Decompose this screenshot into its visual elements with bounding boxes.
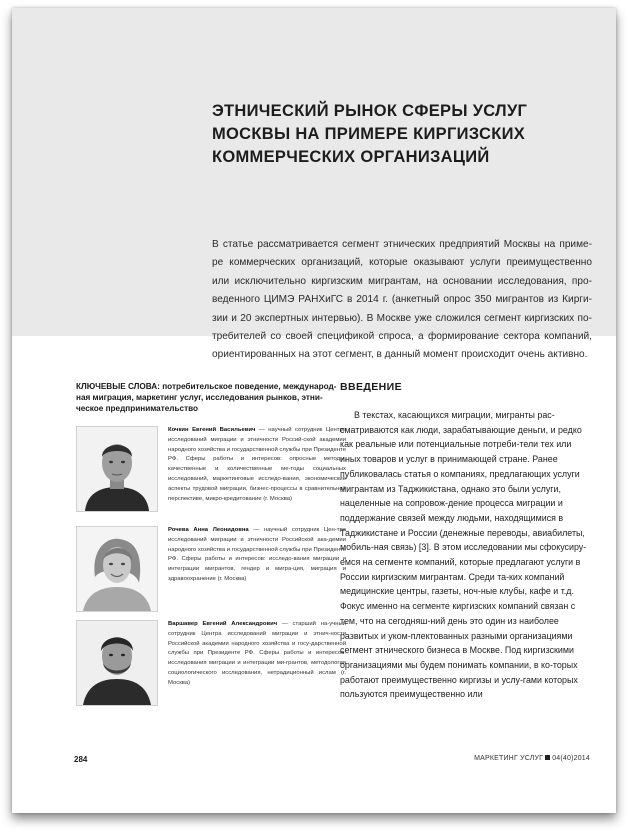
author-name: Кочкин Евгений Васильевич (168, 427, 256, 433)
introduction-text: В текстах, касающихся миграции, мигранты рас-сматриваются как люди, зарабатывающие деньги, и редко как реальные или потенциальные потреби-тели тех или иных товаров и услуг в принимающей стране. Ранее публиковалась статья о компаниях, предлагающих услуги мигрантам из Таджикистана, однако это были услуги, нацеленные на сопровож-дение процесса миграции и поддержание связей между людьми, находящимися в Таджикистане и России (денежные переводы, авиабилеты, мобиль-ная связь) [3]. В этом исследовании мы сфокусиру-емся на сегменте компаний, которые предлагают услуги в России киргизским мигрантам. Среди та-ких компаний медицинские центры, газеты, ноч-ные клубы, кафе и т.д. Фокус именно на сегменте киргизских компаний связан с тем, что на сегодняш-ний день это один из наиболее развитых и уком-плектованных разными организациями сегмент этнического бизнеса в Москве. Под киргизскими организациями мы будем понимать компании, в ко-торых работают преимущественно киргизы и услу-гами которых пользуются преимущественно или (340, 410, 587, 700)
square-separator-icon (545, 755, 550, 760)
author-description: — научный сотрудник Центра исследований миграции и этничности Россий-ской академии народного хозяйства и государственной службы при Президенте РФ. Сферы работы и интересов: опросные методы, качественные и количественные ме-тоды социальных исследований, маркетинговые исследо-вания, экономические аспекты трудовой миграции, бизнес-процессы в сравнительной перспективе, микро-кредитование (г. Москва) (168, 427, 346, 502)
author-description: — старший на-учный сотрудник Центра исследований миграции и этнич-ности Российской академии народного хозяйства и госу-дарственной службы при Президенте РФ. Сферы работы и интересов: исследования миграции и интеграции ми-грантов, методология социологического исследования, нетрадиционный ислам (г. Москва) (168, 621, 346, 686)
author-portrait-2 (77, 527, 157, 611)
author-photo (76, 526, 158, 612)
author-bio (168, 526, 346, 585)
author-photo (76, 620, 158, 706)
article-abstract: В статье рассматривается сегмент этнических предприятий Москвы на приме-ре коммерческих организаций, которые оказывают услуги преимущественно или исключительно киргизским мигрантам, на основании исследования, про-веденного ЦИМЭ РАНХиГС в 2014 г. (анкетный опрос 350 мигрантов из Кирги-зии и 20 экспертных интервью). В Москве уже сложился сегмент киргизских по-требителей со своей спецификой спроса, а формирование сектора компаний, ориентированных на этот сегмент, в данный момент происходит очень активно. (212, 239, 592, 361)
page-number: 284 (74, 755, 88, 764)
author-block (76, 426, 346, 514)
author-portrait-1 (77, 427, 157, 511)
section-heading-introduction: ВВЕДЕНИЕ (340, 381, 402, 393)
author-name: Варшавер Евгений Александрович (168, 621, 278, 627)
author-bio (168, 620, 346, 689)
article-title: ЭТНИЧЕСКИЙ РЫНОК СФЕРЫ УСЛУГ МОСКВЫ НА ПРИМЕРЕ КИРГИЗСКИХ КОММЕРЧЕСКИХ ОРГАНИЗАЦИЙ (212, 102, 528, 166)
author-description: — научный сотрудник Цен-тра исследований миграции и этничности Российской ака-демии народного хозяйства и государственной службы при Президенте РФ. Сферы работы и интересов: исследо-вания миграции и интеграции мигрантов, гендер и мигра-ция, миграция и здравоохранение (г. Москва) (168, 527, 346, 582)
keywords: КЛЮЧЕВЫЕ СЛОВА: потребительское поведение, международ-ная миграция, маркетинг услуг, исследования рынков, этни-ческое предпринимательство (76, 382, 337, 413)
author-name: Рочева Анна Леонидовна (168, 527, 249, 533)
author-photo (76, 426, 158, 512)
journal-name: МАРКЕТИНГ УСЛУГ (474, 755, 544, 762)
journal-issue: 04(40)2014 (552, 755, 590, 762)
journal-footer (474, 755, 590, 762)
author-portrait-3 (77, 621, 157, 705)
author-bio (168, 426, 346, 504)
author-block (76, 620, 346, 708)
author-block (76, 526, 346, 614)
journal-page (12, 8, 616, 813)
